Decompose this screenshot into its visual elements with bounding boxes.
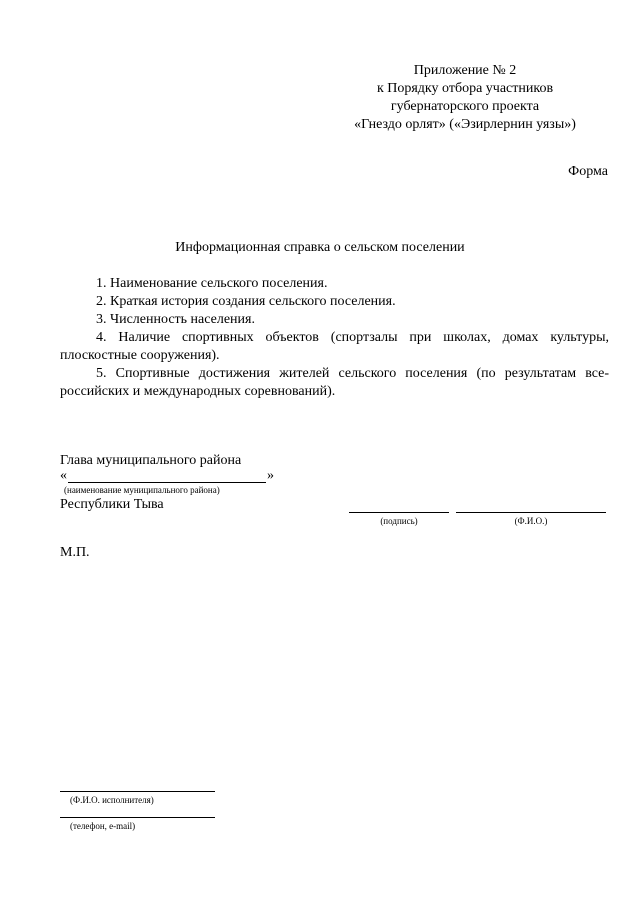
stamp-mark: М.П. bbox=[60, 545, 90, 560]
district-underline bbox=[68, 482, 266, 483]
executor-caption: (Ф.И.О. исполнителя) bbox=[70, 795, 154, 805]
quote-close: » bbox=[267, 468, 274, 483]
fio-caption: (Ф.И.О.) bbox=[514, 516, 548, 526]
contact-caption: (телефон, e-mail) bbox=[70, 821, 136, 831]
form-label: Форма bbox=[568, 164, 608, 179]
list-item: 2. Краткая история создания сельского поселения. bbox=[96, 294, 396, 309]
executor-underline bbox=[60, 791, 215, 792]
contact-underline bbox=[60, 817, 215, 818]
quote-open: « bbox=[60, 468, 67, 483]
annex-project: губернаторского проекта bbox=[390, 99, 540, 114]
signature-caption: (подпись) bbox=[380, 516, 418, 526]
item-list bbox=[60, 275, 609, 401]
district-name-field bbox=[60, 468, 274, 486]
annex-header bbox=[330, 62, 600, 134]
annex-number: Приложение № 2 bbox=[413, 63, 517, 78]
list-item: 5. Спортивные достижения жителей сельского поселения (по результатам все-российских и международных соревнований). bbox=[60, 366, 609, 399]
fio-underline bbox=[456, 512, 606, 513]
annex-project-name: «Гнездо орлят» («Эзирлернин уязы») bbox=[354, 117, 576, 132]
annex-reference: к Порядку отбора участников bbox=[376, 81, 554, 96]
document-title: Информационная справка о сельском поселении bbox=[175, 240, 465, 255]
list-item: 4. Наличие спортивных объектов (спортзалы при школах, домах культуры, плоскостные сооружения). bbox=[60, 330, 609, 363]
list-item: 1. Наименование сельского поселения. bbox=[96, 276, 328, 291]
signature-underline bbox=[349, 512, 449, 513]
signoff-head: Глава муниципального района bbox=[60, 453, 242, 468]
list-item: 3. Численность населения. bbox=[96, 312, 255, 327]
republic-label: Республики Тыва bbox=[60, 497, 164, 512]
district-caption: (наименование муниципального района) bbox=[64, 485, 220, 495]
